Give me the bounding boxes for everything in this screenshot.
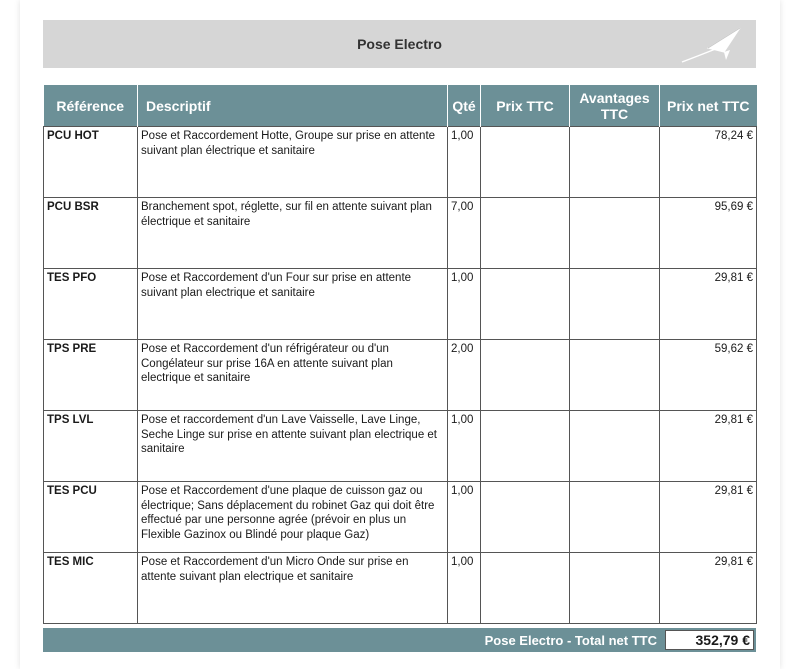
cell-unit-price (481, 482, 570, 553)
cell-reference: TES PFO (44, 269, 138, 340)
header-net-price: Prix net TTC (660, 85, 757, 127)
cell-unit-price (481, 269, 570, 340)
cell-net-price: 29,81 € (660, 269, 757, 340)
cell-reference: TPS LVL (44, 411, 138, 482)
cell-quantity: 7,00 (448, 198, 481, 269)
cell-description: Pose et Raccordement d'un réfrigérateur ou d'un Congélateur sur prise 16A en attente suivant plan electrique et sanitaire (138, 340, 448, 411)
table-row (44, 411, 757, 482)
cell-advantages (570, 553, 660, 624)
cell-advantages (570, 269, 660, 340)
table-row (44, 269, 757, 340)
cell-net-price: 95,69 € (660, 198, 757, 269)
cell-quantity: 1,00 (448, 411, 481, 482)
cell-unit-price (481, 553, 570, 624)
cell-reference: PCU BSR (44, 198, 138, 269)
cell-net-price: 78,24 € (660, 127, 757, 198)
cell-net-price: 59,62 € (660, 340, 757, 411)
cell-unit-price (481, 127, 570, 198)
total-bar (43, 628, 756, 652)
table-row (44, 482, 757, 553)
cell-net-price: 29,81 € (660, 411, 757, 482)
header-unit-price: Prix TTC (481, 85, 570, 127)
cell-unit-price (481, 198, 570, 269)
cell-net-price: 29,81 € (660, 482, 757, 553)
cell-advantages (570, 127, 660, 198)
cell-description: Pose et Raccordement d'une plaque de cuisson gaz ou électrique; Sans déplacement du robinet Gaz qui doit être effectué par une personne agrée (prévoir en plus un Flexible Gazinox ou Blindé pour plaque Gaz) (138, 482, 448, 553)
cell-description: Pose et Raccordement d'un Four sur prise en attente suivant plan electrique et sanitaire (138, 269, 448, 340)
table-row (44, 553, 757, 624)
cell-reference: TES MIC (44, 553, 138, 624)
paper-plane-icon (678, 22, 748, 66)
cell-quantity: 1,00 (448, 269, 481, 340)
total-label: Pose Electro - Total net TTC (484, 632, 657, 648)
cell-unit-price (481, 340, 570, 411)
table-row (44, 127, 757, 198)
cell-quantity: 1,00 (448, 482, 481, 553)
cell-description: Pose et raccordement d'un Lave Vaisselle, Lave Linge, Seche Linge sur prise en attente suivant plan electrique et sanitaire (138, 411, 448, 482)
cell-unit-price (481, 411, 570, 482)
total-value: 352,79 € (665, 630, 754, 650)
table-header-row (44, 85, 757, 127)
cell-advantages (570, 198, 660, 269)
quote-table (43, 85, 757, 624)
cell-quantity: 1,00 (448, 127, 481, 198)
cell-description: Pose et Raccordement d'un Micro Onde sur prise en attente suivant plan electrique et sanitaire (138, 553, 448, 624)
cell-advantages (570, 340, 660, 411)
page-title: Pose Electro (357, 36, 442, 52)
cell-description: Branchement spot, réglette, sur fil en attente suivant plan électrique et sanitaire (138, 198, 448, 269)
header-advantages-line2: TTC (600, 105, 629, 122)
header-advantages-line1: Avantages (579, 89, 650, 106)
table-row (44, 340, 757, 411)
header-quantity: Qté (448, 85, 481, 127)
cell-quantity: 2,00 (448, 340, 481, 411)
cell-reference: TES PCU (44, 482, 138, 553)
header-reference: Référence (44, 85, 138, 127)
header-description: Descriptif (138, 85, 448, 127)
cell-advantages (570, 411, 660, 482)
cell-net-price: 29,81 € (660, 553, 757, 624)
title-bar (43, 20, 756, 68)
header-advantages (570, 85, 660, 127)
cell-reference: PCU HOT (44, 127, 138, 198)
cell-description: Pose et Raccordement Hotte, Groupe sur prise en attente suivant plan électrique et sanitaire (138, 127, 448, 198)
cell-advantages (570, 482, 660, 553)
cell-quantity: 1,00 (448, 553, 481, 624)
table-row (44, 198, 757, 269)
cell-reference: TPS PRE (44, 340, 138, 411)
